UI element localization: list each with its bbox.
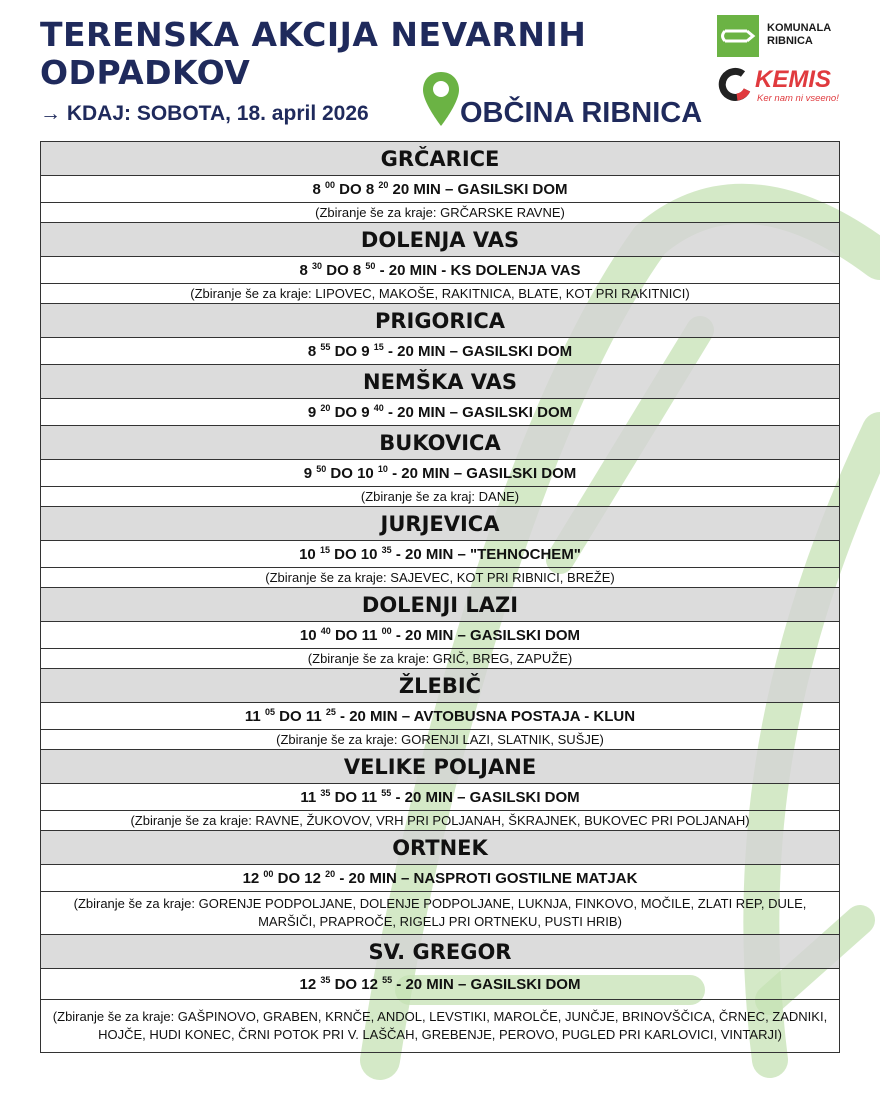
start-minute: 00 <box>263 869 274 879</box>
time-row <box>41 460 840 487</box>
collection-note: (Zbiranje še za kraje: LIPOVEC, MAKOŠE, RAKITNICA, BLATE, KOT PRI RAKITNICI) <box>41 284 840 304</box>
note-row <box>41 892 840 935</box>
time-row <box>41 703 840 730</box>
time-cell <box>41 460 840 487</box>
location-name: PRIGORICA <box>41 304 840 338</box>
end-minute: 20 <box>325 869 336 879</box>
note-row <box>41 811 840 831</box>
end-minute: 55 <box>381 788 392 798</box>
note-row <box>41 568 840 588</box>
time-separator: DO <box>334 789 358 806</box>
time-cell <box>41 969 840 1000</box>
time-row <box>41 622 840 649</box>
end-hour: 9 <box>361 343 370 360</box>
location-header-row <box>41 304 840 338</box>
start-minute: 30 <box>312 261 323 271</box>
time-row <box>41 969 840 1000</box>
start-hour: 8 <box>299 262 308 279</box>
title-line-2: ODPADKOV <box>40 53 251 92</box>
time-cell <box>41 622 840 649</box>
location-header-row <box>41 426 840 460</box>
end-hour: 11 <box>361 789 378 806</box>
time-row <box>41 541 840 568</box>
start-hour: 10 <box>299 546 316 563</box>
title-line-1: TERENSKA AKCIJA NEVARNIH <box>40 15 587 54</box>
end-minute: 25 <box>325 707 336 717</box>
location-header-row <box>41 831 840 865</box>
end-minute: 50 <box>365 261 376 271</box>
note-row <box>41 1000 840 1053</box>
time-separator: DO <box>334 627 358 644</box>
time-row <box>41 399 840 426</box>
start-hour: 9 <box>303 465 313 482</box>
location-header-row <box>41 935 840 969</box>
end-hour: 9 <box>361 404 370 421</box>
location-detail: - 20 MIN – NASPROTI GOSTILNE MATJAK <box>339 870 638 887</box>
location-detail: - 20 MIN – "TEHNOCHEM" <box>395 546 581 563</box>
time-separator: DO <box>334 343 358 360</box>
start-minute: 50 <box>316 464 327 474</box>
start-minute: 00 <box>324 180 335 190</box>
collection-note: (Zbiranje še za kraje: GAŠPINOVO, GRABEN, KRNČE, ANDOL, LEVSTIKI, MAROLČE, JUNČJE, BRINOVŠČICA, ČRNEC, ZADNIKI, HOJČE, HUDI KONEC, ČRNI POTOK PRI V. LAŠČAH, GREBENJE, PEROVO, PUGLED PRI KARLOVICI, VINTARJI) <box>41 1000 840 1053</box>
collection-note: (Zbiranje še za kraje: SAJEVEC, KOT PRI RIBNICI, BREŽE) <box>41 568 840 588</box>
location-detail: 20 MIN – GASILSKI DOM <box>392 181 568 198</box>
end-minute: 15 <box>373 342 384 352</box>
location-pin-icon <box>421 70 461 130</box>
location-header-row <box>41 365 840 399</box>
location-detail: - 20 MIN - KS DOLENJA VAS <box>379 262 581 279</box>
location-name: NEMŠKA VAS <box>41 365 840 399</box>
start-hour: 9 <box>307 404 317 421</box>
start-hour: 8 <box>307 343 317 360</box>
location-detail: - 20 MIN – GASILSKI DOM <box>392 465 577 482</box>
end-minute: 00 <box>381 626 392 636</box>
end-hour: 11 <box>305 708 322 725</box>
location-header-row <box>41 669 840 703</box>
collection-note: (Zbiranje še za kraje: GORENJE PODPOLJANE, DOLENJE PODPOLJANE, LUKNJA, FINKOVO, MOČILE, ZLATI REP, DULE, MARŠIČI, PRAPROČE, RIGELJ PRI ORTNEKU, PUSTI HRIB) <box>41 892 840 935</box>
time-row <box>41 338 840 365</box>
location-name: GRČARICE <box>41 142 840 176</box>
note-row <box>41 284 840 304</box>
time-separator: DO <box>334 546 357 563</box>
start-minute: 15 <box>319 545 330 555</box>
note-row <box>41 730 840 750</box>
start-minute: 35 <box>320 788 331 798</box>
collection-note: (Zbiranje še za kraje: GORENJI LAZI, SLATNIK, SUŠJE) <box>41 730 840 750</box>
start-minute: 55 <box>320 342 331 352</box>
location-name: JURJEVICA <box>41 507 840 541</box>
page-title <box>40 16 600 92</box>
municipality-title: OBČINA RIBNICA <box>460 97 703 129</box>
time-cell <box>41 541 840 568</box>
end-hour: 10 <box>360 546 378 563</box>
komunala-logo-mark-icon <box>717 15 759 57</box>
time-cell <box>41 338 840 365</box>
start-hour: 8 <box>312 181 321 198</box>
end-minute: 40 <box>373 403 384 413</box>
start-minute: 05 <box>264 707 275 717</box>
end-hour: 11 <box>361 627 378 644</box>
start-hour: 10 <box>299 627 317 644</box>
location-name: SV. GREGOR <box>41 935 840 969</box>
start-hour: 12 <box>299 976 317 993</box>
end-minute: 20 <box>378 180 389 190</box>
location-header-row <box>41 142 840 176</box>
location-detail: - 20 MIN – GASILSKI DOM <box>396 976 581 993</box>
location-detail: - 20 MIN – GASILSKI DOM <box>395 627 581 644</box>
time-row <box>41 784 840 811</box>
location-name: BUKOVICA <box>41 426 840 460</box>
time-cell <box>41 865 840 892</box>
event-date: → KDAJ: SOBOTA, 18. april 2026 <box>40 102 369 125</box>
time-row <box>41 865 840 892</box>
end-hour: 10 <box>357 465 374 482</box>
kemis-logo-text: KEMIS <box>755 66 832 93</box>
time-separator: DO <box>339 181 362 198</box>
start-minute: 35 <box>320 975 331 985</box>
komunala-logo <box>717 15 857 57</box>
time-cell <box>41 257 840 284</box>
komunala-logo-subtext: RIBNICA <box>767 35 813 47</box>
time-separator: DO <box>277 870 301 887</box>
collection-note: (Zbiranje še za kraje: GRČARSKE RAVNE) <box>41 203 840 223</box>
time-separator: DO <box>326 262 349 279</box>
location-name: ORTNEK <box>41 831 840 865</box>
schedule-table <box>40 141 840 1053</box>
location-header-row <box>41 223 840 257</box>
location-name: VELIKE POLJANE <box>41 750 840 784</box>
collection-note: (Zbiranje še za kraj: DANE) <box>41 487 840 507</box>
time-row <box>41 176 840 203</box>
end-minute: 55 <box>382 975 393 985</box>
location-detail: - 20 MIN – GASILSKI DOM <box>387 343 573 360</box>
time-separator: DO <box>334 976 358 993</box>
end-hour: 12 <box>361 976 378 993</box>
start-minute: 40 <box>320 626 331 636</box>
location-name: DOLENJI LAZI <box>41 588 840 622</box>
start-hour: 11 <box>244 708 261 725</box>
time-cell <box>41 176 840 203</box>
location-detail: - 20 MIN – GASILSKI DOM <box>387 404 573 421</box>
collection-note: (Zbiranje še za kraje: GRIČ, BREG, ZAPUŽE) <box>41 649 840 669</box>
note-row <box>41 203 840 223</box>
kemis-logo <box>717 66 847 106</box>
location-name: ŽLEBIČ <box>41 669 840 703</box>
start-hour: 12 <box>242 870 260 887</box>
end-minute: 35 <box>381 545 392 555</box>
kemis-logo-slogan: Ker nam ni vseeno! <box>757 93 839 104</box>
end-hour: 8 <box>365 181 375 198</box>
time-cell <box>41 399 840 426</box>
komunala-logo-text: KOMUNALA <box>767 22 832 34</box>
note-row <box>41 487 840 507</box>
collection-note: (Zbiranje še za kraje: RAVNE, ŽUKOVOV, VRH PRI POLJANAH, ŠKRAJNEK, BUKOVEC PRI POLJANAH) <box>41 811 840 831</box>
kemis-logo-mark-icon <box>717 66 753 102</box>
time-row <box>41 257 840 284</box>
time-separator: DO <box>330 465 353 482</box>
start-minute: 20 <box>320 403 331 413</box>
location-detail: - 20 MIN – GASILSKI DOM <box>395 789 580 806</box>
start-hour: 11 <box>300 789 317 806</box>
note-row <box>41 649 840 669</box>
time-cell <box>41 784 840 811</box>
time-separator: DO <box>334 404 358 421</box>
end-hour: 12 <box>304 870 321 887</box>
location-header-row <box>41 588 840 622</box>
location-header-row <box>41 750 840 784</box>
time-cell <box>41 703 840 730</box>
location-detail: - 20 MIN – AVTOBUSNA POSTAJA - KLUN <box>340 708 636 725</box>
end-hour: 8 <box>352 262 362 279</box>
location-header-row <box>41 507 840 541</box>
time-separator: DO <box>279 708 302 725</box>
location-name: DOLENJA VAS <box>41 223 840 257</box>
end-minute: 10 <box>377 464 388 474</box>
